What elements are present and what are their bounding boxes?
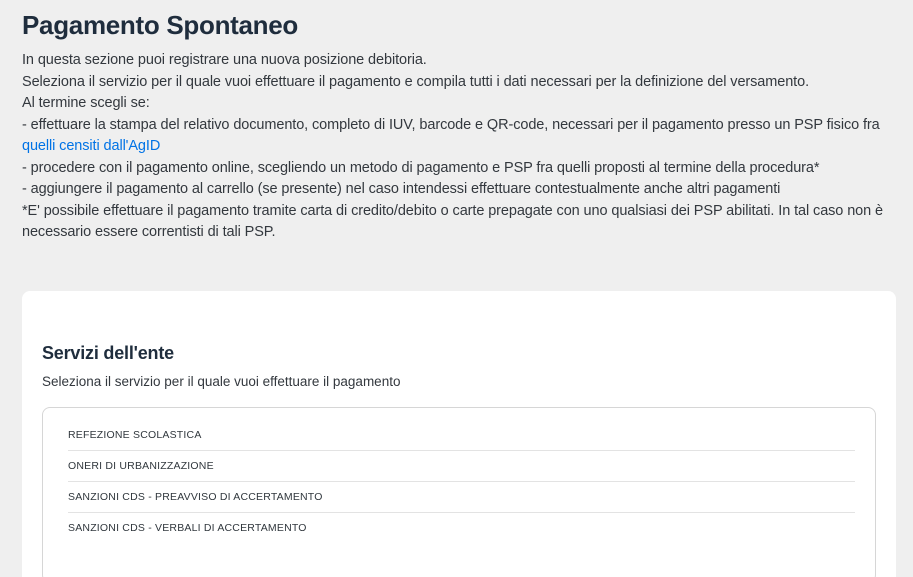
- intro-line-registra-posizione: In questa sezione puoi registrare una nuova posizione debitoria.: [22, 52, 427, 68]
- intro-text: [22, 50, 896, 244]
- intro-line-stampa-documento-text: - effettuare la stampa del relativo documento, completo di IUV, barcode e QR-code, necessari per il pagamento presso un PSP fisico fra: [22, 116, 880, 133]
- service-list-item-label: REFEZIONE SCOLASTICA: [68, 429, 202, 441]
- intro-line-seleziona-servizio: Seleziona il servizio per il quale vuoi effettuare il pagamento e compila tutti i dati necessari per la definizione del versamento.: [22, 73, 809, 90]
- service-list-item-label: SANZIONI CDS - VERBALI DI ACCERTAMENTO: [68, 522, 307, 534]
- service-list-item-label: ONERI DI URBANIZZAZIONE: [68, 460, 214, 472]
- service-list-item[interactable]: [43, 451, 875, 482]
- service-list-item-label: SANZIONI CDS - PREAVVISO DI ACCERTAMENTO: [68, 491, 323, 503]
- card-subtitle: Seleziona il servizio per il quale vuoi effettuare il pagamento: [42, 373, 401, 389]
- servizi-ente-card: [22, 291, 896, 577]
- service-list-item[interactable]: [43, 513, 875, 544]
- intro-line-nota-psp: *E' possibile effettuare il pagamento tramite carta di credito/debito o carte prepagate con uno qualsiasi dei PSP abilitati. In tal caso non è necessario essere correntisti di tali PSP.: [22, 202, 883, 240]
- intro-line-pagamento-online: - procedere con il pagamento online, scegliendo un metodo di pagamento e PSP fra quelli proposti al termine della procedura*: [22, 159, 820, 176]
- intro-line-stampa-documento: [22, 115, 896, 158]
- page-title: Pagamento Spontaneo: [22, 10, 298, 40]
- card-heading: Servizi dell'ente: [42, 342, 174, 363]
- intro-line-aggiungi-carrello: - aggiungere il pagamento al carrello (se presente) nel caso intendessi effettuare contestualmente anche altri pagamenti: [22, 181, 781, 197]
- service-list-item[interactable]: [43, 420, 875, 451]
- service-list: [42, 407, 876, 577]
- agid-link[interactable]: quelli censiti dall'AgID: [22, 138, 161, 154]
- intro-line-al-termine: Al termine scegli se:: [22, 95, 150, 111]
- service-list-item[interactable]: [43, 482, 875, 513]
